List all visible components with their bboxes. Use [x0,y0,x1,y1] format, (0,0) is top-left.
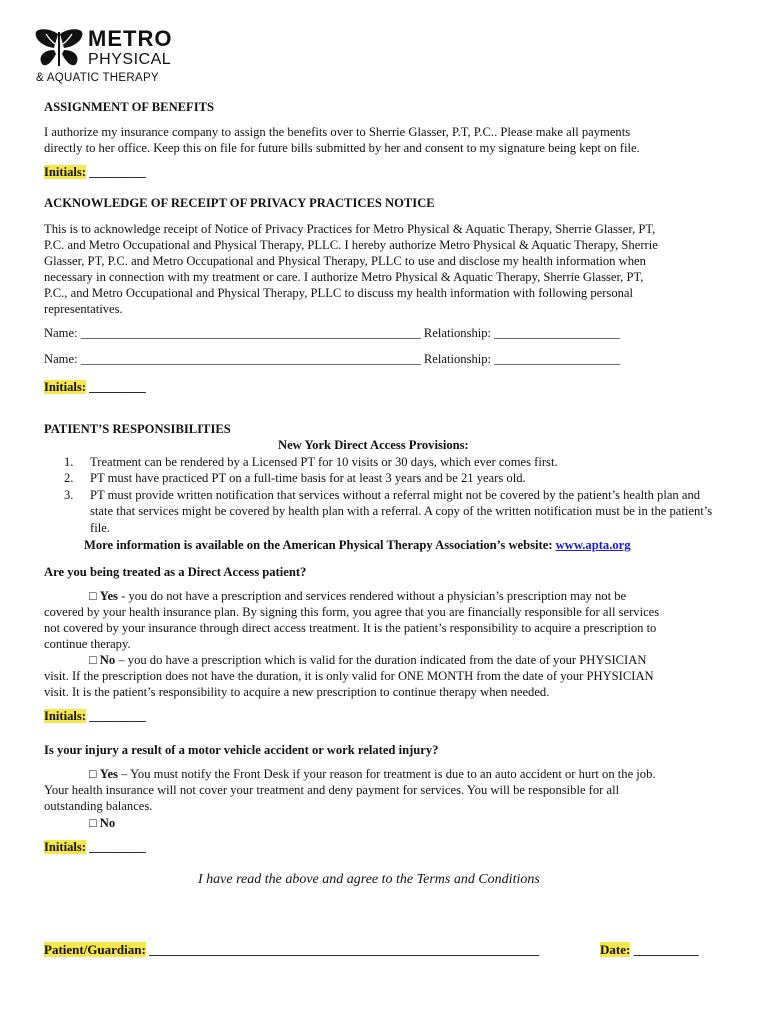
direct-access-question: Are you being treated as a Direct Access patient? [44,565,307,579]
initials-blank: _________ [86,709,146,723]
checkbox-icon[interactable]: □ [89,589,100,603]
yes-text-line-4: continue therapy. [44,637,131,651]
logo-word-physical: PHYSICAL [88,51,172,68]
initials-label: Initials: [44,165,86,179]
direct-access-initials-field[interactable] [44,708,146,724]
yes-label: Yes [99,767,118,781]
no-text-line-2: visit. If the prescription does not have the duration, it is only valid for ONE MONTH from the date of your PHYSICIAN [44,669,654,683]
benefits-heading: ASSIGNMENT OF BENEFITS [44,100,215,114]
privacy-line-2: P.C. and Metro Occupational and Physical Therapy, PLLC. I hereby authorize Metro Physical & Aquatic Therapy, Sherrie [44,238,658,252]
date-field[interactable] [600,942,699,958]
privacy-heading: ACKNOWLEDGE OF RECEIPT OF PRIVACY PRACTICES NOTICE [44,196,435,210]
yes-label: Yes [99,589,118,603]
initials-blank: _________ [86,380,146,394]
signature-blank: ____________________________________________________________ [145,942,540,957]
more-info-text: More information is available on the American Physical Therapy Association’s website: [84,538,553,552]
injury-no-option[interactable] [89,815,115,831]
date-label: Date: [600,942,631,957]
no-label: No [99,816,116,830]
list-text: PT must provide written notification that services without a referral might not be covered by the patient’s health plan and state that services might be covered by health plan with a referral. A copy of the written notification must be in the patient’s file. [90,488,713,535]
logo-word-metro: METRO [88,26,173,51]
provision-item-3 [64,487,714,536]
yes-text-line-2: covered by your health insurance plan. By signing this form, you agree that you are financially responsible for all services [44,605,660,619]
apta-website-link[interactable]: www.apta.org [555,538,631,552]
patient-guardian-signature-field[interactable] [44,942,539,958]
initials-label: Initials: [44,840,86,854]
logo-word-aquatic: & AQUATIC THERAPY [36,72,159,84]
list-text: PT must have practiced PT on a full-time basis for at least 3 years and be 21 years old. [90,471,526,485]
list-number: 1. [64,455,74,469]
injury-yes-line-2: Your health insurance will not cover your treatment and deny payment for services. You will be responsible for all [44,783,620,797]
initials-blank: _________ [86,165,146,179]
list-text: Treatment can be rendered by a Licensed PT for 10 visits or 30 days, which ever comes first. [90,455,558,469]
patient-guardian-label: Patient/Guardian: [44,942,146,957]
provision-item-1 [64,454,714,470]
date-blank: __________ [630,942,699,957]
checkbox-icon[interactable]: □ [89,653,100,667]
injury-initials-field[interactable] [44,839,146,855]
direct-access-no-option[interactable] [89,652,646,668]
initials-label: Initials: [44,380,86,394]
no-text-line-3: visit. It is the patient’s responsibility to acquire a new prescription to continue therapy when needed. [44,685,550,699]
provision-item-2 [64,470,714,486]
direct-access-yes-option[interactable] [89,588,626,604]
list-number: 2. [64,471,74,485]
privacy-line-1: This is to acknowledge receipt of Notice of Privacy Practices for Metro Physical & Aquatic Therapy, Sherrie Glasser, PT, [44,222,656,236]
privacy-line-5: P.C., and Metro Occupational and Physical Therapy, PLLC to discuss my health information with following personal [44,286,634,300]
no-text: – you do have a prescription which is valid for the duration indicated from the date of your PHYSICIAN [115,653,647,667]
yes-text: – You must notify the Front Desk if your reason for treatment is due to an auto accident or hurt on the job. [117,767,656,781]
privacy-line-3: Glasser, PT, P.C. and Metro Occupational and Physical Therapy, PLLC to use and disclose my health information when [44,254,646,268]
injury-yes-option[interactable] [89,766,656,782]
benefits-line-1: I authorize my insurance company to assign the benefits over to Sherrie Glasser, P.T, P.C.. Please make all payments [44,125,631,139]
checkbox-icon[interactable]: □ [89,816,100,830]
privacy-line-4: necessary in connection with my treatment or care. I authorize Metro Physical & Aquatic Therapy, Sherrie Glasser, PT, [44,270,644,284]
more-info-line [84,537,631,553]
privacy-initials-field[interactable] [44,379,146,395]
initials-label: Initials: [44,709,86,723]
yes-text-line-3: not covered by your insurance through direct access treatment. It is the patient’s responsibility to acquire a prescription to [44,621,657,635]
yes-text: - you do not have a prescription and services rendered without a physician’s prescription may not be [117,589,627,603]
privacy-line-6: representatives. [44,302,123,316]
butterfly-logo-icon [34,28,84,72]
direct-access-subheading: New York Direct Access Provisions: [278,438,469,452]
benefits-initials-field[interactable] [44,164,146,180]
agreement-statement: I have read the above and agree to the Terms and Conditions [198,872,540,887]
checkbox-icon[interactable]: □ [89,767,100,781]
injury-yes-line-3: outstanding balances. [44,799,153,813]
representative-name-field-2[interactable]: Name: ______________________________________________________ Relationship: ____________________ [44,352,621,366]
benefits-line-2: directly to her office. Keep this on file for future bills submitted by her and consent to my signature being kept on file. [44,141,640,155]
initials-blank: _________ [86,840,146,854]
list-number: 3. [64,488,74,502]
responsibilities-heading: PATIENT’S RESPONSIBILITIES [44,422,231,436]
no-label: No [99,653,116,667]
company-logo [34,26,184,88]
injury-question: Is your injury a result of a motor vehicle accident or work related injury? [44,743,439,757]
representative-name-field-1[interactable]: Name: ______________________________________________________ Relationship: ____________________ [44,326,621,340]
